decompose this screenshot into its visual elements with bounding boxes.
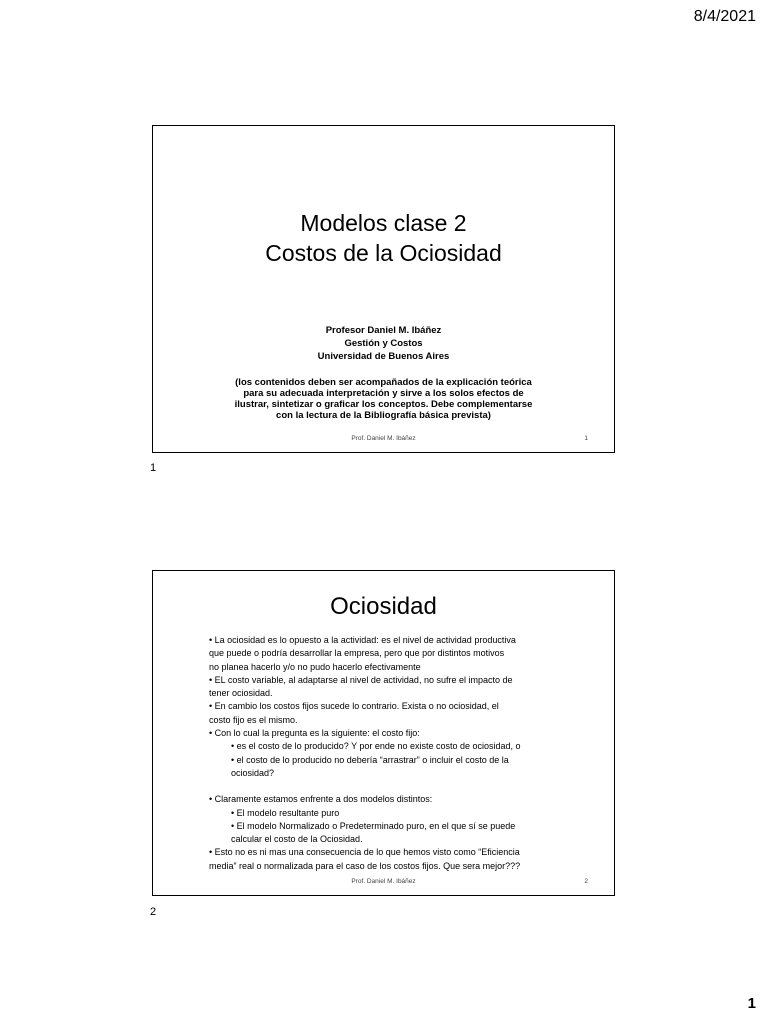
body-line: costo fijo es el mismo.	[209, 714, 298, 725]
disclaimer-note	[213, 377, 554, 421]
body-line: • es el costo de lo producido? Y por ende no existe costo de ociosidad, o	[231, 741, 521, 752]
body-line: • Esto no es ni mas una consecuencia de lo que hemos visto como “Eficiencia	[209, 847, 520, 858]
author-block	[153, 324, 614, 363]
slide-footer: Prof. Daniel M. Ibáñez	[351, 878, 416, 885]
slide-1	[152, 125, 615, 453]
body-line: calcular el costo de la Ociosidad.	[231, 834, 363, 845]
body-line: no planea hacerlo y/o no pudo hacerlo efectivamente	[209, 661, 421, 672]
body-line: • El modelo Normalizado o Predeterminado puro, en el que sí se puede	[231, 820, 516, 831]
slide-2-title: Ociosidad	[330, 593, 437, 620]
body-line: • En cambio los costos fijos sucede lo contrario. Exista o no ociosidad, el	[209, 701, 499, 712]
body-line: • el costo de lo producido no debería “arrastrar” o incluir el costo de la	[231, 754, 509, 765]
note-line: ilustrar, sintetizar o graficar los conceptos. Debe complementarse	[234, 399, 533, 410]
note-line: (los contenidos deben ser acompañados de la explicación teórica	[235, 377, 532, 388]
author-name: Profesor Daniel M. Ibáñez	[325, 325, 442, 336]
body-line: • Con lo cual la pregunta es la siguiente: el costo fijo:	[209, 728, 420, 739]
body-line: media” real o normalizada para el caso de los costos fijos. Que sera mejor???	[209, 860, 521, 871]
slide-footer-number: 1	[584, 435, 588, 442]
page-number: 1	[747, 995, 756, 1012]
title-line: Costos de la Ociosidad	[265, 240, 502, 266]
body-line: tener ociosidad.	[209, 688, 273, 699]
body-line: • Claramente estamos enfrente a dos modelos distintos:	[209, 794, 433, 805]
note-line: con la lectura de la Bibliografía básica prevista)	[276, 410, 491, 421]
note-line: para su adecuada interpretación y sirve a los solos efectos de	[243, 388, 524, 399]
title-line: Modelos clase 2	[300, 210, 467, 236]
slide-label: 1	[150, 462, 157, 474]
body-line: • El modelo resultante puro	[231, 807, 340, 818]
slide-label: 2	[150, 906, 157, 918]
slide-1-title	[153, 208, 614, 268]
slide-2-body	[209, 634, 574, 873]
page-date: 8/4/2021	[693, 8, 756, 25]
slide-footer-number: 2	[584, 878, 588, 885]
course-name: Gestión y Costos	[344, 338, 423, 349]
slide-footer: Prof. Daniel M. Ibáñez	[351, 435, 416, 442]
body-line: • EL costo variable, al adaptarse al nivel de actividad, no sufre el impacto de	[209, 674, 513, 685]
body-line: • La ociosidad es lo opuesto a la actividad: es el nivel de actividad productiva	[209, 635, 516, 645]
body-line: que puede o podría desarrollar la empresa, pero que por distintos motivos	[209, 648, 505, 659]
university-name: Universidad de Buenos Aires	[317, 351, 450, 362]
body-line: ociosidad?	[231, 767, 275, 778]
slide-2	[152, 570, 615, 896]
body-line	[209, 780, 574, 793]
